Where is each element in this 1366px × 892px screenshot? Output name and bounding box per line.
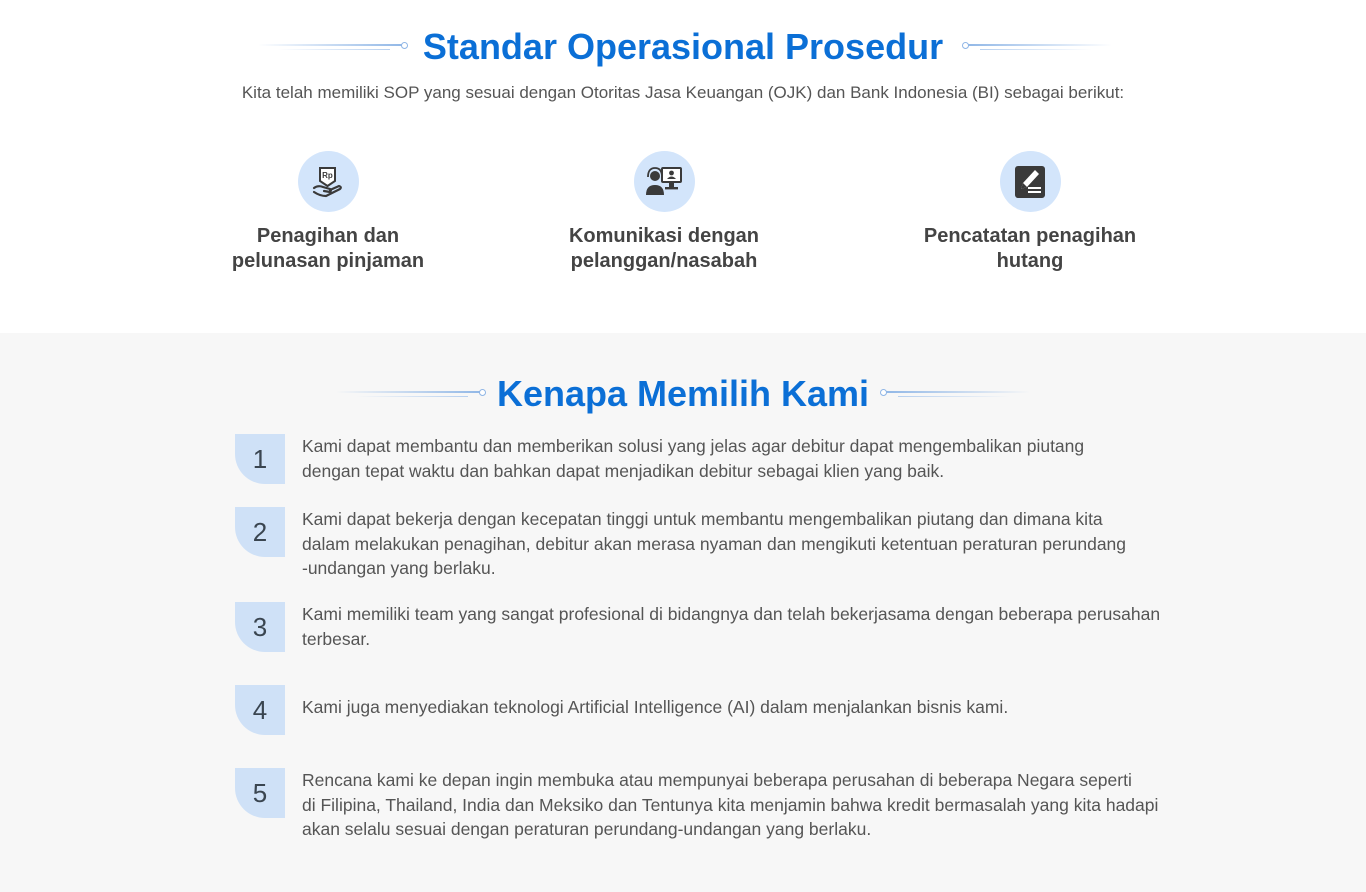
reason-number-badge: 2 bbox=[235, 507, 285, 557]
reason-text-line: Kami dapat bekerja dengan kecepatan tinggi untuk membantu mengembalikan piutang dan dimana kita bbox=[302, 509, 1103, 529]
reason-text-line: Rencana kami ke depan ingin membuka atau mempunyai beberapa perusahan di beberapa Negara seperti bbox=[302, 770, 1132, 790]
rupiah-hand-icon bbox=[311, 165, 345, 199]
reason-number-badge: 5 bbox=[235, 768, 285, 818]
sop-title: Standar Operasional Prosedur bbox=[422, 26, 944, 67]
reason-text bbox=[302, 434, 1197, 483]
heading-decoration-right bbox=[962, 44, 1112, 52]
reason-text bbox=[302, 602, 1197, 651]
feature-penagihan bbox=[178, 151, 478, 274]
reason-text-line: akan selalu sesuai dengan peraturan perundang-undangan yang berlaku. bbox=[302, 819, 872, 839]
reason-text-line: Kami memiliki team yang sangat profesional di bidangnya dan telah bekerjasama dengan beberapa perusahan bbox=[302, 604, 1161, 624]
why-section bbox=[0, 333, 1366, 892]
reason-text-line: di Filipina, Thailand, India dan Meksiko dan Tentunya kita menjamin bahwa kredit bermasalah yang kita hadapi bbox=[302, 794, 1159, 815]
svg-text:Rp: Rp bbox=[322, 170, 333, 180]
reason-number-badge: 1 bbox=[235, 434, 285, 484]
reason-number-badge: 3 bbox=[235, 602, 285, 652]
feature-icon-circle bbox=[298, 151, 359, 212]
reason-text-line: dengan tepat waktu dan bahkan dapat menjadikan debitur sebagai klien yang baik. bbox=[302, 460, 945, 481]
reason-text bbox=[302, 768, 1197, 842]
heading-decoration-right bbox=[880, 391, 1030, 399]
reason-text-line: -undangan yang berlaku. bbox=[302, 558, 496, 578]
feature-label-line2: pelanggan/nasabah bbox=[570, 250, 758, 272]
feature-icon-circle bbox=[634, 151, 695, 212]
customer-service-icon bbox=[644, 165, 684, 199]
feature-komunikasi bbox=[514, 151, 814, 274]
sop-section bbox=[0, 0, 1366, 333]
reason-text-line: Kami juga menyediakan teknologi Artificial Intelligence (AI) dalam menjalankan bisnis kami. bbox=[302, 697, 1009, 717]
feature-pencatatan bbox=[880, 151, 1180, 274]
reason-number-badge: 4 bbox=[235, 685, 285, 735]
note-pencil-icon bbox=[1013, 165, 1047, 199]
why-title: Kenapa Memilih Kami bbox=[496, 373, 870, 414]
feature-label-line1: Penagihan dan bbox=[256, 225, 400, 247]
reason-text-line: dalam melakukan penagihan, debitur akan merasa nyaman dan mengikuti ketentuan peraturan perundang bbox=[302, 533, 1127, 554]
reason-text bbox=[302, 507, 1197, 581]
sop-intro: Kita telah memiliki SOP yang sesuai dengan Otoritas Jasa Keuangan (OJK) dan Bank Indonesia (BI) sebagai berikut: bbox=[241, 83, 1125, 102]
reason-text-line: Kami dapat membantu dan memberikan solusi yang jelas agar debitur dapat mengembalikan piutang bbox=[302, 436, 1085, 456]
feature-label-line1: Komunikasi dengan bbox=[568, 225, 760, 247]
reason-text-line: terbesar. bbox=[302, 628, 371, 649]
feature-icon-circle bbox=[1000, 151, 1061, 212]
feature-label-line2: hutang bbox=[996, 250, 1064, 272]
feature-label-line1: Pencatatan penagihan bbox=[923, 225, 1137, 247]
reason-text bbox=[302, 695, 1197, 720]
feature-label-line2: pelunasan pinjaman bbox=[231, 250, 425, 272]
